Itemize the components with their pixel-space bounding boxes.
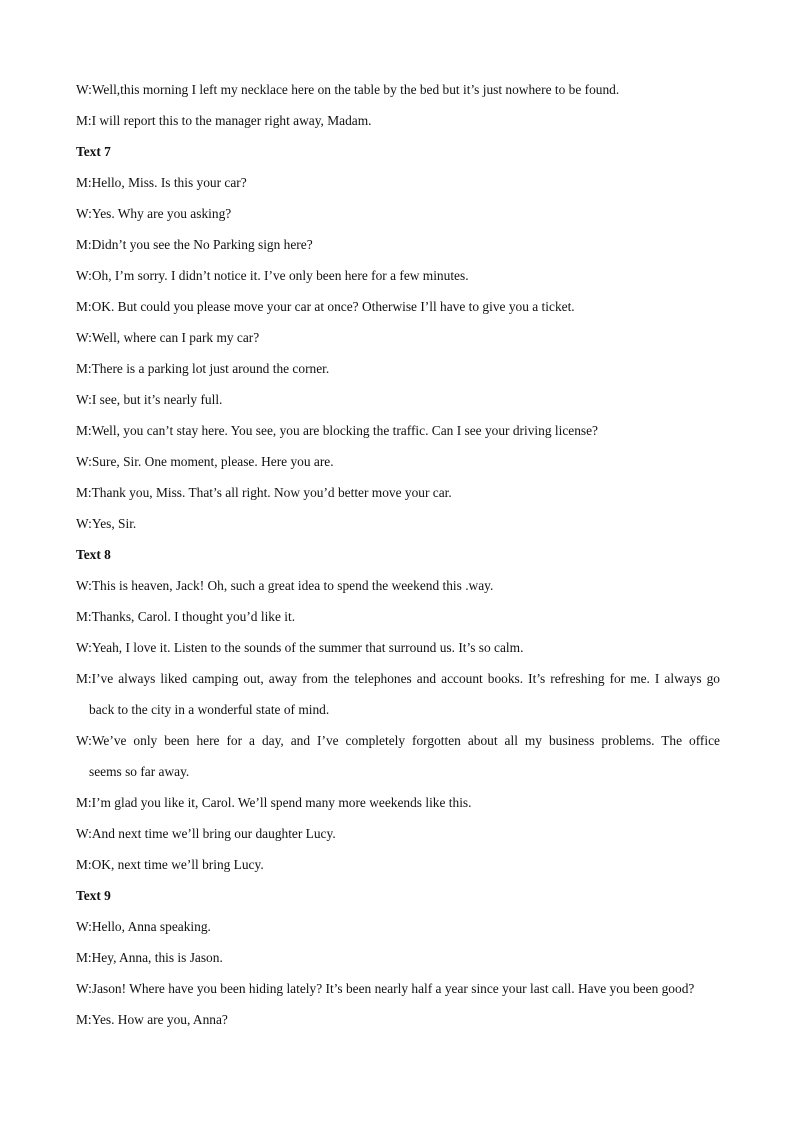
dialogue-line: W:Hello, Anna speaking.: [76, 919, 211, 934]
dialogue-line: W:Yes. Why are you asking?: [76, 206, 232, 221]
dialogue-line: M:Yes. How are you, Anna?: [76, 1012, 228, 1027]
dialogue-line: W:Well, where can I park my car?: [76, 330, 260, 345]
dialogue-line: W:Oh, I’m sorry. I didn’t notice it. I’ve only been here for a few minutes.: [76, 268, 469, 283]
dialogue-line: W:Sure, Sir. One moment, please. Here you are.: [76, 454, 334, 469]
dialogue-line: M:There is a parking lot just around the corner.: [76, 361, 330, 376]
dialogue-line: M:Hey, Anna, this is Jason.: [76, 950, 223, 965]
dialogue-line-continuation: back to the city in a wonderful state of mind.: [89, 702, 330, 717]
dialogue-line: M:OK. But could you please move your car at once? Otherwise I’ll have to give you a ticket.: [76, 299, 575, 314]
dialogue-paragraph: [76, 669, 720, 720]
dialogue-line: M:Didn’t you see the No Parking sign here?: [76, 237, 313, 252]
dialogue-line: W:Jason! Where have you been hiding lately? It’s been nearly half a year since your last call. Have you been good?: [76, 981, 695, 996]
dialogue-line: M:I’ve always liked camping out, away from the telephones and account books. It’s refreshing for me. I always go: [76, 671, 720, 686]
dialogue-line: M:Thank you, Miss. That’s all right. Now you’d better move your car.: [76, 485, 452, 500]
dialogue-line: M:Hello, Miss. Is this your car?: [76, 175, 247, 190]
transcript-body: [76, 80, 720, 1030]
dialogue-line: M:Thanks, Carol. I thought you’d like it.: [76, 609, 296, 624]
dialogue-line: W:We’ve only been here for a day, and I’ve completely forgotten about all my business problems. The office: [76, 733, 720, 748]
dialogue-line: M:OK, next time we’ll bring Lucy.: [76, 857, 264, 872]
section-heading: Text 7: [76, 144, 111, 159]
dialogue-line-continuation: seems so far away.: [89, 764, 190, 779]
dialogue-line: M:I will report this to the manager right away, Madam.: [76, 113, 372, 128]
dialogue-line: M:Well, you can’t stay here. You see, you are blocking the traffic. Can I see your driving license?: [76, 423, 599, 438]
dialogue-line: W:I see, but it’s nearly full.: [76, 392, 223, 407]
dialogue-line: W:And next time we’ll bring our daughter Lucy.: [76, 826, 336, 841]
dialogue-line: M:I’m glad you like it, Carol. We’ll spend many more weekends like this.: [76, 795, 472, 810]
dialogue-line: W:This is heaven, Jack! Oh, such a great idea to spend the weekend this .way.: [76, 578, 494, 593]
dialogue-line: W:Yeah, I love it. Listen to the sounds of the summer that surround us. It’s so calm.: [76, 640, 524, 655]
document-page: [76, 80, 720, 1041]
dialogue-paragraph: [76, 731, 720, 782]
section-heading: Text 9: [76, 888, 111, 903]
dialogue-line: W:Yes, Sir.: [76, 516, 137, 531]
section-heading: Text 8: [76, 547, 111, 562]
dialogue-line: W:Well,this morning I left my necklace here on the table by the bed but it’s just nowhere to be found.: [76, 82, 620, 97]
